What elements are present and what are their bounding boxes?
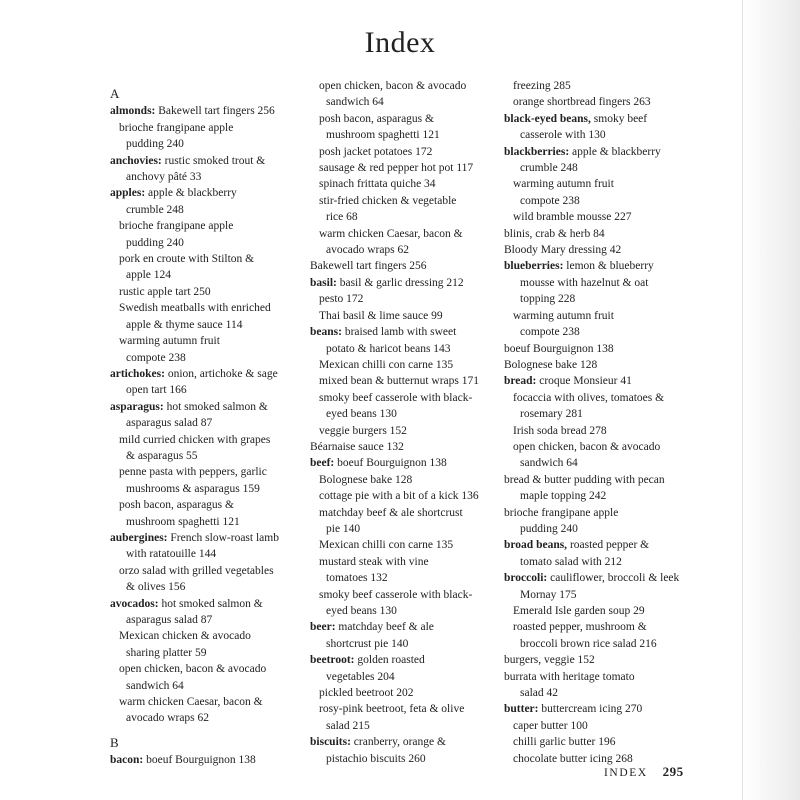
index-entry-line [504,439,680,455]
index-keyword: bacon: [110,754,144,767]
index-entry-line [310,505,488,521]
index-column-3 [504,78,680,767]
index-entry-line [310,734,488,750]
index-entry-text: tomato salad with 212 [520,555,622,568]
index-letter-heading [110,735,286,751]
index-entry-line [504,636,680,652]
index-entry-text: apple & blackberry [145,187,237,200]
index-entry-line [310,439,488,455]
index-entry-text: rosy-pink beetroot, feta & olive [319,703,465,716]
index-entry-text: avocado wraps 62 [126,712,210,725]
index-entry-line [310,570,488,586]
index-entry-line [110,382,286,398]
index-keyword: butter: [504,703,539,716]
index-entry-line [310,308,488,324]
index-entry-line [110,366,286,382]
index-entry-line [110,218,286,234]
index-entry-line [110,300,286,316]
index-keyword: blackberries: [504,145,570,158]
index-entry-text: Thai basil & lime sauce 99 [319,309,443,322]
index-entry-line [310,357,488,373]
index-entry-line [110,497,286,513]
index-entry-line [504,406,680,422]
index-entry-text: broccoli brown rice salad 216 [520,637,657,650]
index-entry-text: penne pasta with peppers, garlic [119,466,267,479]
index-entry-line [110,317,286,333]
index-entry-line [504,357,680,373]
index-entry-text: cranberry, orange & [350,736,446,749]
index-entry-text: Bloody Mary dressing 42 [504,244,622,257]
index-entry-text: Bolognese bake 128 [319,473,413,486]
index-keyword: artichokes: [110,367,165,380]
running-footer-label: INDEX [604,767,648,779]
index-entry-text: brioche frangipane apple [119,121,234,134]
index-entry-text: orzo salad with grilled vegetables [119,564,274,577]
index-entry-line [504,324,680,340]
index-entry-line [110,251,286,267]
index-entry-text: boeuf Bourguignon 138 [504,342,614,355]
index-entry-text: posh jacket potatoes 172 [319,145,433,158]
index-entry-line [504,291,680,307]
index-entry-line [504,619,680,635]
index-entry-line [310,685,488,701]
index-entry-text: eyed beans 130 [326,605,397,617]
index-entry-line [310,669,488,685]
index-entry-line [504,78,680,94]
index-entry-text: open chicken, bacon & avocado [119,663,267,676]
index-entry-line [310,258,488,274]
index-entry-line [110,448,286,464]
index-entry-text: smoky beef [590,112,648,125]
index-entry-line [504,390,680,406]
index-entry-line [310,209,488,225]
index-entry-text: brioche frangipane apple [119,220,234,233]
index-keyword: beer: [310,621,336,634]
index-entry-line [110,596,286,612]
index-entry-line [310,603,488,619]
index-entry-text: sausage & red pepper hot pot 117 [319,162,474,175]
index-entry-text: roasted pepper, mushroom & [513,621,647,634]
index-entry-text: mousse with hazelnut & oat [520,276,649,289]
index-entry-text: Bakewell tart fingers 256 [155,105,275,118]
index-entry-line [110,103,286,119]
index-entry-line [110,481,286,497]
index-entry-line [504,652,680,668]
index-entry-line [110,678,286,694]
index-keyword: broad beans, [504,539,568,552]
index-entry-text: sandwich 64 [126,679,184,692]
index-entry-line [504,570,680,586]
index-keyword: beans: [310,326,342,339]
index-entry-line [310,554,488,570]
index-entry-text: Irish soda bread 278 [513,424,607,437]
index-entry-line [310,636,488,652]
index-entry-line [310,94,488,110]
page-footer [604,764,684,780]
index-entry-line [504,341,680,357]
index-entry-text: potato & haricot beans 143 [326,342,451,355]
index-keyword: biscuits: [310,736,351,749]
index-entry-text: pistachio biscuits 260 [326,752,426,765]
index-entry-text: topping 228 [520,293,576,306]
index-entry-text: anchovy pâté 33 [126,171,202,184]
index-entry-text: sandwich 64 [520,457,578,470]
index-entry-text: chocolate butter icing 268 [513,752,633,765]
index-column-2 [310,78,488,767]
index-keyword: aubergines: [110,531,168,544]
index-entry-line [110,563,286,579]
index-entry-line [110,350,286,366]
index-entry-text: stir-fried chicken & vegetable [319,194,457,207]
index-entry-line [110,120,286,136]
index-entry-line [310,521,488,537]
index-entry-text: warm chicken Caesar, bacon & [319,227,463,240]
index-entry-line [310,751,488,767]
index-entry-text: posh bacon, asparagus & [319,112,434,125]
index-entry-text: sandwich 64 [326,96,384,109]
index-entry-line [504,373,680,389]
index-entry-text: freezing 285 [513,80,571,92]
index-entry-line [310,701,488,717]
index-keyword: beef: [310,457,335,470]
index-entry-text: caper butter 100 [513,719,588,732]
index-entry-line [110,202,286,218]
index-entry-line [504,94,680,110]
index-entry-line [310,718,488,734]
index-entry-line [504,554,680,570]
index-entry-text: A [110,86,120,101]
index-entry-text: compote 238 [520,194,580,207]
index-entry-text: Mornay 175 [520,588,577,601]
index-keyword: asparagus: [110,400,164,413]
index-entry-text: open chicken, bacon & avocado [319,80,467,92]
index-entry-line [110,333,286,349]
index-entry-text: salad 42 [520,687,559,700]
index-entry-line [110,628,286,644]
index-entry-line [110,415,286,431]
index-entry-text: mixed bean & butternut wraps 171 [319,375,480,388]
index-entry-line [504,685,680,701]
index-entry-line [110,694,286,710]
index-entry-text: warm chicken Caesar, bacon & [119,696,263,709]
index-entry-line [110,432,286,448]
index-entry-text: burgers, veggie 152 [504,654,595,667]
index-entry-text: warming autumn fruit [513,309,614,322]
index-entry-line [110,399,286,415]
index-entry-line [310,242,488,258]
index-entry-text: Béarnaise sauce 132 [310,440,404,453]
index-entry-line [310,488,488,504]
index-entry-line [504,537,680,553]
index-entry-text: lemon & blueberry [563,260,654,273]
index-entry-line [504,701,680,717]
index-keyword: blueberries: [504,260,564,273]
index-entry-text: asparagus salad 87 [126,614,213,626]
index-entry-text: burrata with heritage tomato [504,670,635,683]
index-entry-line [504,258,680,274]
index-entry-text: rosemary 281 [520,408,583,421]
index-entry-text: apple & thyme sauce 114 [126,318,243,331]
index-keyword: broccoli: [504,572,548,585]
index-entry-line [110,661,286,677]
index-entry-text: hot smoked salmon & [158,597,263,610]
index-entry-text: B [110,734,119,750]
index-entry-text: pudding 240 [126,236,184,249]
index-entry-line [504,275,680,291]
index-entry-line [310,127,488,143]
index-entry-line [310,472,488,488]
index-entry-line [310,406,488,422]
index-entry-text: focaccia with olives, tomatoes & [513,391,665,404]
index-entry-line [110,464,286,480]
index-entry-text: matchday beef & ale [335,621,434,634]
index-keyword: bread: [504,375,537,388]
index-entry-text: braised lamb with sweet [341,326,457,339]
index-entry-text: mushrooms & asparagus 159 [126,482,260,495]
index-entry-line [310,160,488,176]
index-entry-line [310,390,488,406]
index-entry-text: & asparagus 55 [126,449,198,462]
index-entry-text: hot smoked salmon & [163,400,268,413]
index-entry-line [310,619,488,635]
index-entry-text: roasted pepper & [567,539,650,552]
page-title: Index [364,26,436,60]
index-entry-line [310,176,488,192]
index-entry-line [110,514,286,530]
index-entry-line [110,185,286,201]
index-entry-text: basil & garlic dressing 212 [336,276,464,289]
index-entry-line [310,226,488,242]
index-entry-line [310,587,488,603]
index-entry-text: sharing platter 59 [126,646,207,659]
index-entry-line [504,127,680,143]
index-entry-text: pudding 240 [126,138,184,151]
index-entry-text: golden roasted [354,654,425,667]
index-entry-text: tomatoes 132 [326,572,388,585]
index-entry-text: avocado wraps 62 [326,244,410,257]
index-entry-text: mustard steak with vine [319,555,429,568]
index-entry-line [310,275,488,291]
index-entry-text: orange shortbread fingers 263 [513,96,651,109]
index-entry-text: crumble 248 [520,162,578,175]
index-entry-text: apple & blackberry [569,145,661,158]
index-entry-text: Swedish meatballs with enriched [119,302,271,315]
index-entry-text: spinach frittata quiche 34 [319,178,436,191]
index-entry-text: croque Monsieur 41 [536,375,632,388]
index-entry-line [110,235,286,251]
index-entry-text: casserole with 130 [520,129,606,142]
index-entry-line [310,537,488,553]
index-entry-line [504,505,680,521]
index-entry-line [310,111,488,127]
index-entry-text: French slow-roast lamb [167,531,279,544]
index-letter-heading [110,86,286,102]
index-keyword: black-eyed beans, [504,112,591,125]
index-entry-text: maple topping 242 [520,490,607,503]
index-keyword: avocados: [110,597,159,610]
index-entry-text: smoky beef casserole with black- [319,391,473,404]
index-entry-line [310,455,488,471]
index-entry-text: eyed beans 130 [326,408,397,421]
index-entry-text: Bolognese bake 128 [504,358,598,371]
index-entry-text: smoky beef casserole with black- [319,588,473,601]
index-entry-text: chilli garlic butter 196 [513,736,616,749]
index-entry-text: Mexican chilli con carne 135 [319,539,454,552]
index-entry-text: cauliflower, broccoli & leek [547,572,680,585]
index-entry-text: posh bacon, asparagus & [119,499,234,512]
index-entry-line [504,587,680,603]
index-entry-line [110,284,286,300]
index-entry-text: mushroom spaghetti 121 [126,515,240,528]
index-entry-text: Emerald Isle garden soup 29 [513,605,645,617]
index-entry-line [310,324,488,340]
index-entry-text: & olives 156 [126,581,186,594]
index-entry-line [504,734,680,750]
index-entry-text: pickled beetroot 202 [319,687,414,700]
index-entry-text: veggie burgers 152 [319,424,407,437]
index-entry-line [110,579,286,595]
index-entry-text: with ratatouille 144 [126,548,217,561]
index-entry-line [504,521,680,537]
index-entry-text: blinis, crab & herb 84 [504,227,605,240]
index-entry-text: warming autumn fruit [513,178,614,191]
index-entry-text: pork en croute with Stilton & [119,253,255,266]
index-entry-line [504,669,680,685]
index-entry-text: shortcrust pie 140 [326,637,409,650]
index-entry-line [504,242,680,258]
index-column-1 [110,78,286,769]
index-entry-line [310,652,488,668]
index-entry-text: Mexican chicken & avocado [119,630,251,643]
index-keyword: apples: [110,187,146,200]
index-entry-line [504,488,680,504]
index-entry-text: boeuf Bourguignon 138 [143,754,256,767]
index-entry-text: compote 238 [520,326,580,339]
index-entry-line [110,752,286,768]
index-entry-line [310,144,488,160]
index-entry-line [504,718,680,734]
index-entry-text: Mexican chilli con carne 135 [319,358,454,371]
index-entry-line [110,546,286,562]
index-entry-text: compote 238 [126,351,186,364]
index-entry-line [504,209,680,225]
index-entry-text: crumble 248 [126,203,184,216]
index-entry-line [310,291,488,307]
index-entry-line [110,136,286,152]
index-entry-text: warming autumn fruit [119,335,220,348]
index-entry-line [110,169,286,185]
index-entry-line [504,111,680,127]
index-entry-text: pesto 172 [319,293,364,306]
index-entry-text: rustic smoked trout & [161,154,266,167]
index-entry-line [110,612,286,628]
index-entry-text: wild bramble mousse 227 [513,211,632,224]
index-entry-line [310,78,488,94]
index-entry-line [110,153,286,169]
index-entry-text: rice 68 [326,211,358,224]
index-entry-text: vegetables 204 [326,670,395,683]
index-entry-line [504,176,680,192]
index-entry-text: rustic apple tart 250 [119,285,211,298]
index-entry-line [504,226,680,242]
index-entry-line [504,603,680,619]
index-entry-text: cottage pie with a bit of a kick 136 [319,490,479,503]
index-keyword: basil: [310,276,337,289]
index-entry-text: open chicken, bacon & avocado [513,440,661,453]
index-entry-text: boeuf Bourguignon 138 [334,457,447,470]
index-entry-line [310,193,488,209]
index-entry-line [110,645,286,661]
index-entry-line [504,308,680,324]
index-entry-line [110,530,286,546]
index-entry-text: mushroom spaghetti 121 [326,129,440,142]
index-entry-text: onion, artichoke & sage [164,367,278,380]
index-entry-line [504,455,680,471]
index-entry-line [504,193,680,209]
index-entry-text: brioche frangipane apple [504,506,619,519]
index-entry-line [504,160,680,176]
index-entry-text: matchday beef & ale shortcrust [319,506,463,519]
index-entry-text: apple 124 [126,269,172,282]
page-edge [742,0,800,800]
index-entry-line [504,423,680,439]
index-keyword: beetroot: [310,654,355,667]
index-entry-line [504,144,680,160]
index-entry-text: bread & butter pudding with pecan [504,473,665,486]
index-keyword: anchovies: [110,154,162,167]
page-number: 295 [662,764,684,779]
index-entry-text: pie 140 [326,522,361,535]
index-entry-text: pudding 240 [520,522,578,535]
index-entry-line [310,341,488,357]
index-entry-text: asparagus salad 87 [126,417,213,430]
index-entry-line [110,710,286,726]
index-keyword: almonds: [110,105,156,118]
index-entry-text: buttercream icing 270 [538,703,643,716]
index-entry-line [310,373,488,389]
index-entry-text: mild curried chicken with grapes [119,433,271,446]
index-entry-line [504,472,680,488]
index-entry-text: Bakewell tart fingers 256 [310,260,427,273]
index-entry-text: open tart 166 [126,384,187,397]
index-entry-line [110,267,286,283]
index-entry-line [310,423,488,439]
index-entry-text: salad 215 [326,719,370,732]
